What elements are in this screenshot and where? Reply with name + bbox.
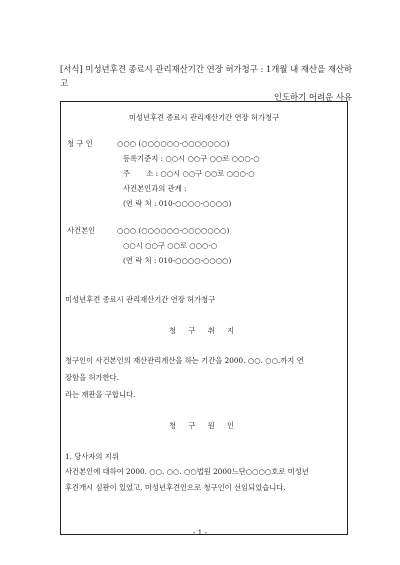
applicant-domicile: 등록기준지 : ○○시 ○○구 ○○로 ○○○-○: [123, 154, 260, 163]
principal-address: ○○시 ○○구 ○○로 ○○○-○: [123, 241, 218, 250]
cause-line-1: 사건본인에 대하여 2000. ○○. ○○. ○○법원 2000느단○○○○호로 미성년: [65, 467, 309, 476]
header-line-2: 인도하기 어려운 사유: [273, 92, 352, 102]
applicant-address: 주 소 : ○○시 ○○구 ○○로 ○○○-○: [123, 169, 255, 178]
purpose-line-3: 라는 재판을 구합니다.: [65, 390, 136, 399]
purpose-heading: 청 구 취 지: [168, 326, 240, 335]
document-header: [60, 62, 360, 104]
cause-heading: 청 구 원 인: [168, 421, 240, 430]
form-box: [60, 101, 348, 535]
case-title: 미성년후견 종료시 관리재산기간 연장 허가청구: [65, 295, 216, 304]
principal-contact: (연 락 처 : 010-○○○○-○○○○): [123, 256, 232, 265]
page-number: - 1 -: [192, 528, 208, 537]
purpose-line-1: 청구인이 사건본인의 재산관리계산을 하는 기간을 2000. ○○. ○○.까지 연: [65, 356, 304, 365]
applicant-label: 청 구 인: [67, 139, 93, 148]
principal-label: 사건본인: [67, 226, 96, 235]
cause-line-2: 후견개시 심판이 있었고, 미성년후견인으로 청구인이 선임되었습니다.: [65, 483, 286, 492]
applicant-relation: 사건본인과의 관계 :: [123, 184, 187, 193]
applicant-name: ○○○ (○○○○○○-○○○○○○○): [117, 139, 230, 148]
applicant-contact: (연 락 처 : 010-○○○○-○○○○): [123, 199, 232, 208]
header-line-1: [서식] 미성년후견 종료시 관리재산기간 연장 허가청구 : 1개월 내 재산을 재산하고: [60, 64, 353, 88]
cause-item-1: 1. 당사자의 지위: [65, 452, 119, 461]
form-title: 미성년후견 종료시 관리재산기간 연장 허가청구: [128, 113, 280, 122]
principal-name: ○○○ (○○○○○○-○○○○○○○): [117, 226, 230, 235]
purpose-line-2: 장함을 허가한다.: [65, 373, 119, 382]
